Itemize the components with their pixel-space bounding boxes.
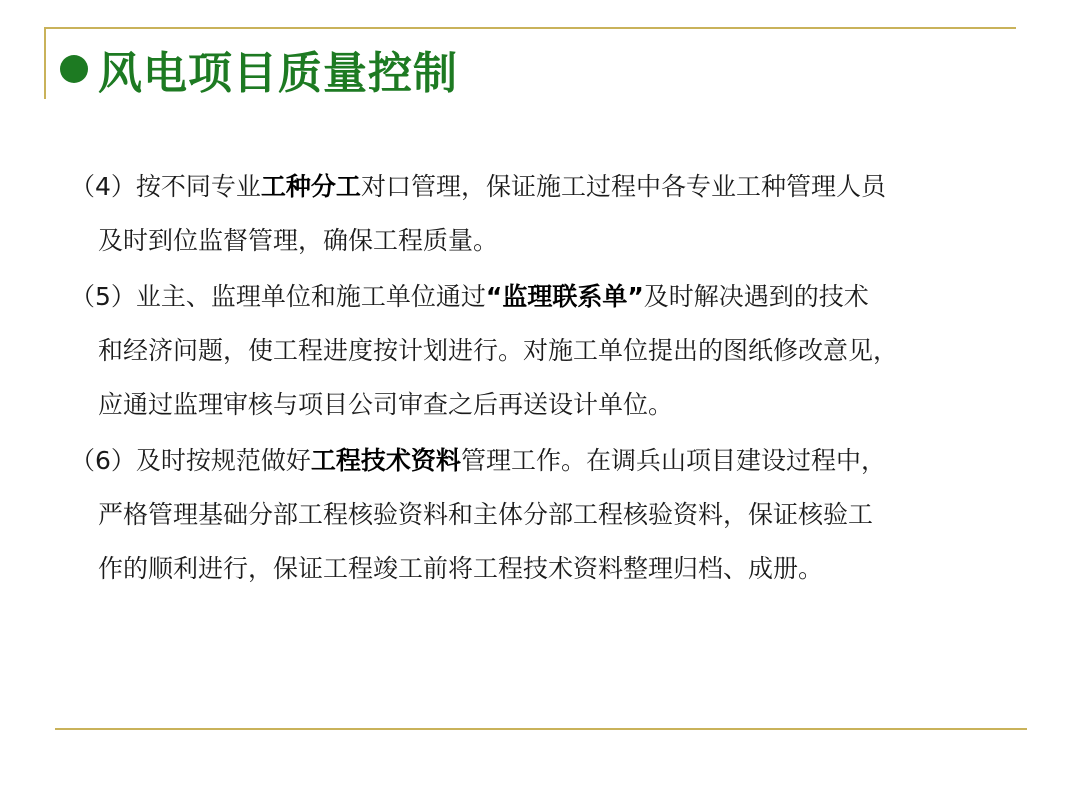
title-bullet-icon (60, 55, 88, 83)
title-row (60, 40, 458, 98)
emphasis-text: “监理联系单” (485, 282, 644, 311)
paragraph-line: （4）按不同专业工种分工对口管理，保证施工过程中各专业工种管理人员 (70, 172, 886, 201)
paragraph-line: 及时到位监督管理，确保工程质量。 (98, 226, 499, 255)
paragraph-4 (70, 160, 1010, 268)
paragraph-line: 和经济问题，使工程进度按计划进行。对施工单位提出的图纸修改意见， (98, 336, 899, 365)
slide-title: 风电项目质量控制 (98, 48, 458, 99)
paragraph-line: （5）业主、监理单位和施工单位通过“监理联系单”及时解决遇到的技术 (70, 282, 869, 311)
emphasis-text: 工程技术资料 (310, 446, 461, 475)
top-border-line (44, 27, 1016, 29)
paragraph-line: （6）及时按规范做好工程技术资料管理工作。在调兵山项目建设过程中， (70, 446, 886, 475)
left-border-line (44, 27, 46, 99)
paragraph-line: 作的顺利进行，保证工程竣工前将工程技术资料整理归档、成册。 (98, 554, 824, 583)
paragraph-line: 严格管理基础分部工程核验资料和主体分部工程核验资料，保证核验工 (98, 500, 874, 529)
bottom-border-line (55, 728, 1027, 730)
emphasis-text: 工种分工 (260, 172, 361, 201)
paragraph-6 (70, 434, 1010, 596)
paragraph-line: 应通过监理审核与项目公司审查之后再送设计单位。 (98, 390, 674, 419)
paragraph-5 (70, 270, 1010, 432)
